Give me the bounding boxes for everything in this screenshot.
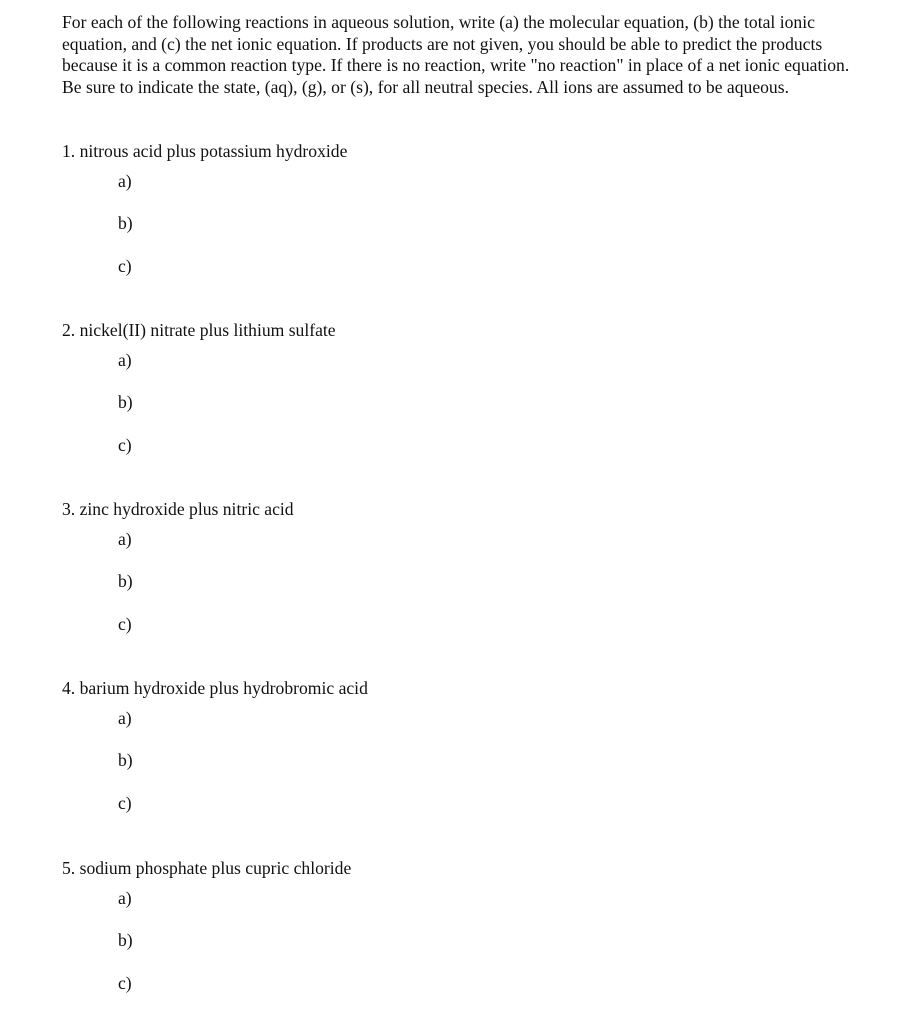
part-a-label: a): [118, 708, 132, 728]
part-c-label: c): [118, 973, 132, 993]
part-c-label: c): [118, 614, 132, 634]
question-title: 4. barium hydroxide plus hydrobromic acid: [62, 678, 368, 698]
part-b-label: b): [118, 571, 133, 591]
question-title: 3. zinc hydroxide plus nitric acid: [62, 499, 294, 519]
part-a-label: a): [118, 171, 132, 191]
part-c-label: c): [118, 793, 132, 813]
instructions-paragraph: For each of the following reactions in aqueous solution, write (a) the molecular equation, (b) the total ionic equation, and (c) the net ionic equation. If products are not given, you should be able to predict the products because it is a common reaction type. If there is no reaction, write "no reaction" in place of a net ionic equation. Be sure to indicate the state, (aq), (g), or (s), for all neutral species. All ions are assumed to be aqueous.: [62, 12, 850, 97]
part-a-label: a): [118, 529, 132, 549]
part-b-label: b): [118, 750, 133, 770]
part-b-label: b): [118, 213, 133, 233]
part-b-label: b): [118, 930, 133, 950]
part-b-label: b): [118, 392, 133, 412]
question-title: 2. nickel(II) nitrate plus lithium sulfate: [62, 320, 336, 340]
question-title: 1. nitrous acid plus potassium hydroxide: [62, 141, 348, 161]
part-a-label: a): [118, 350, 132, 370]
part-a-label: a): [118, 888, 132, 908]
question-title: 5. sodium phosphate plus cupric chloride: [62, 858, 352, 878]
part-c-label: c): [118, 435, 132, 455]
part-c-label: c): [118, 256, 132, 276]
